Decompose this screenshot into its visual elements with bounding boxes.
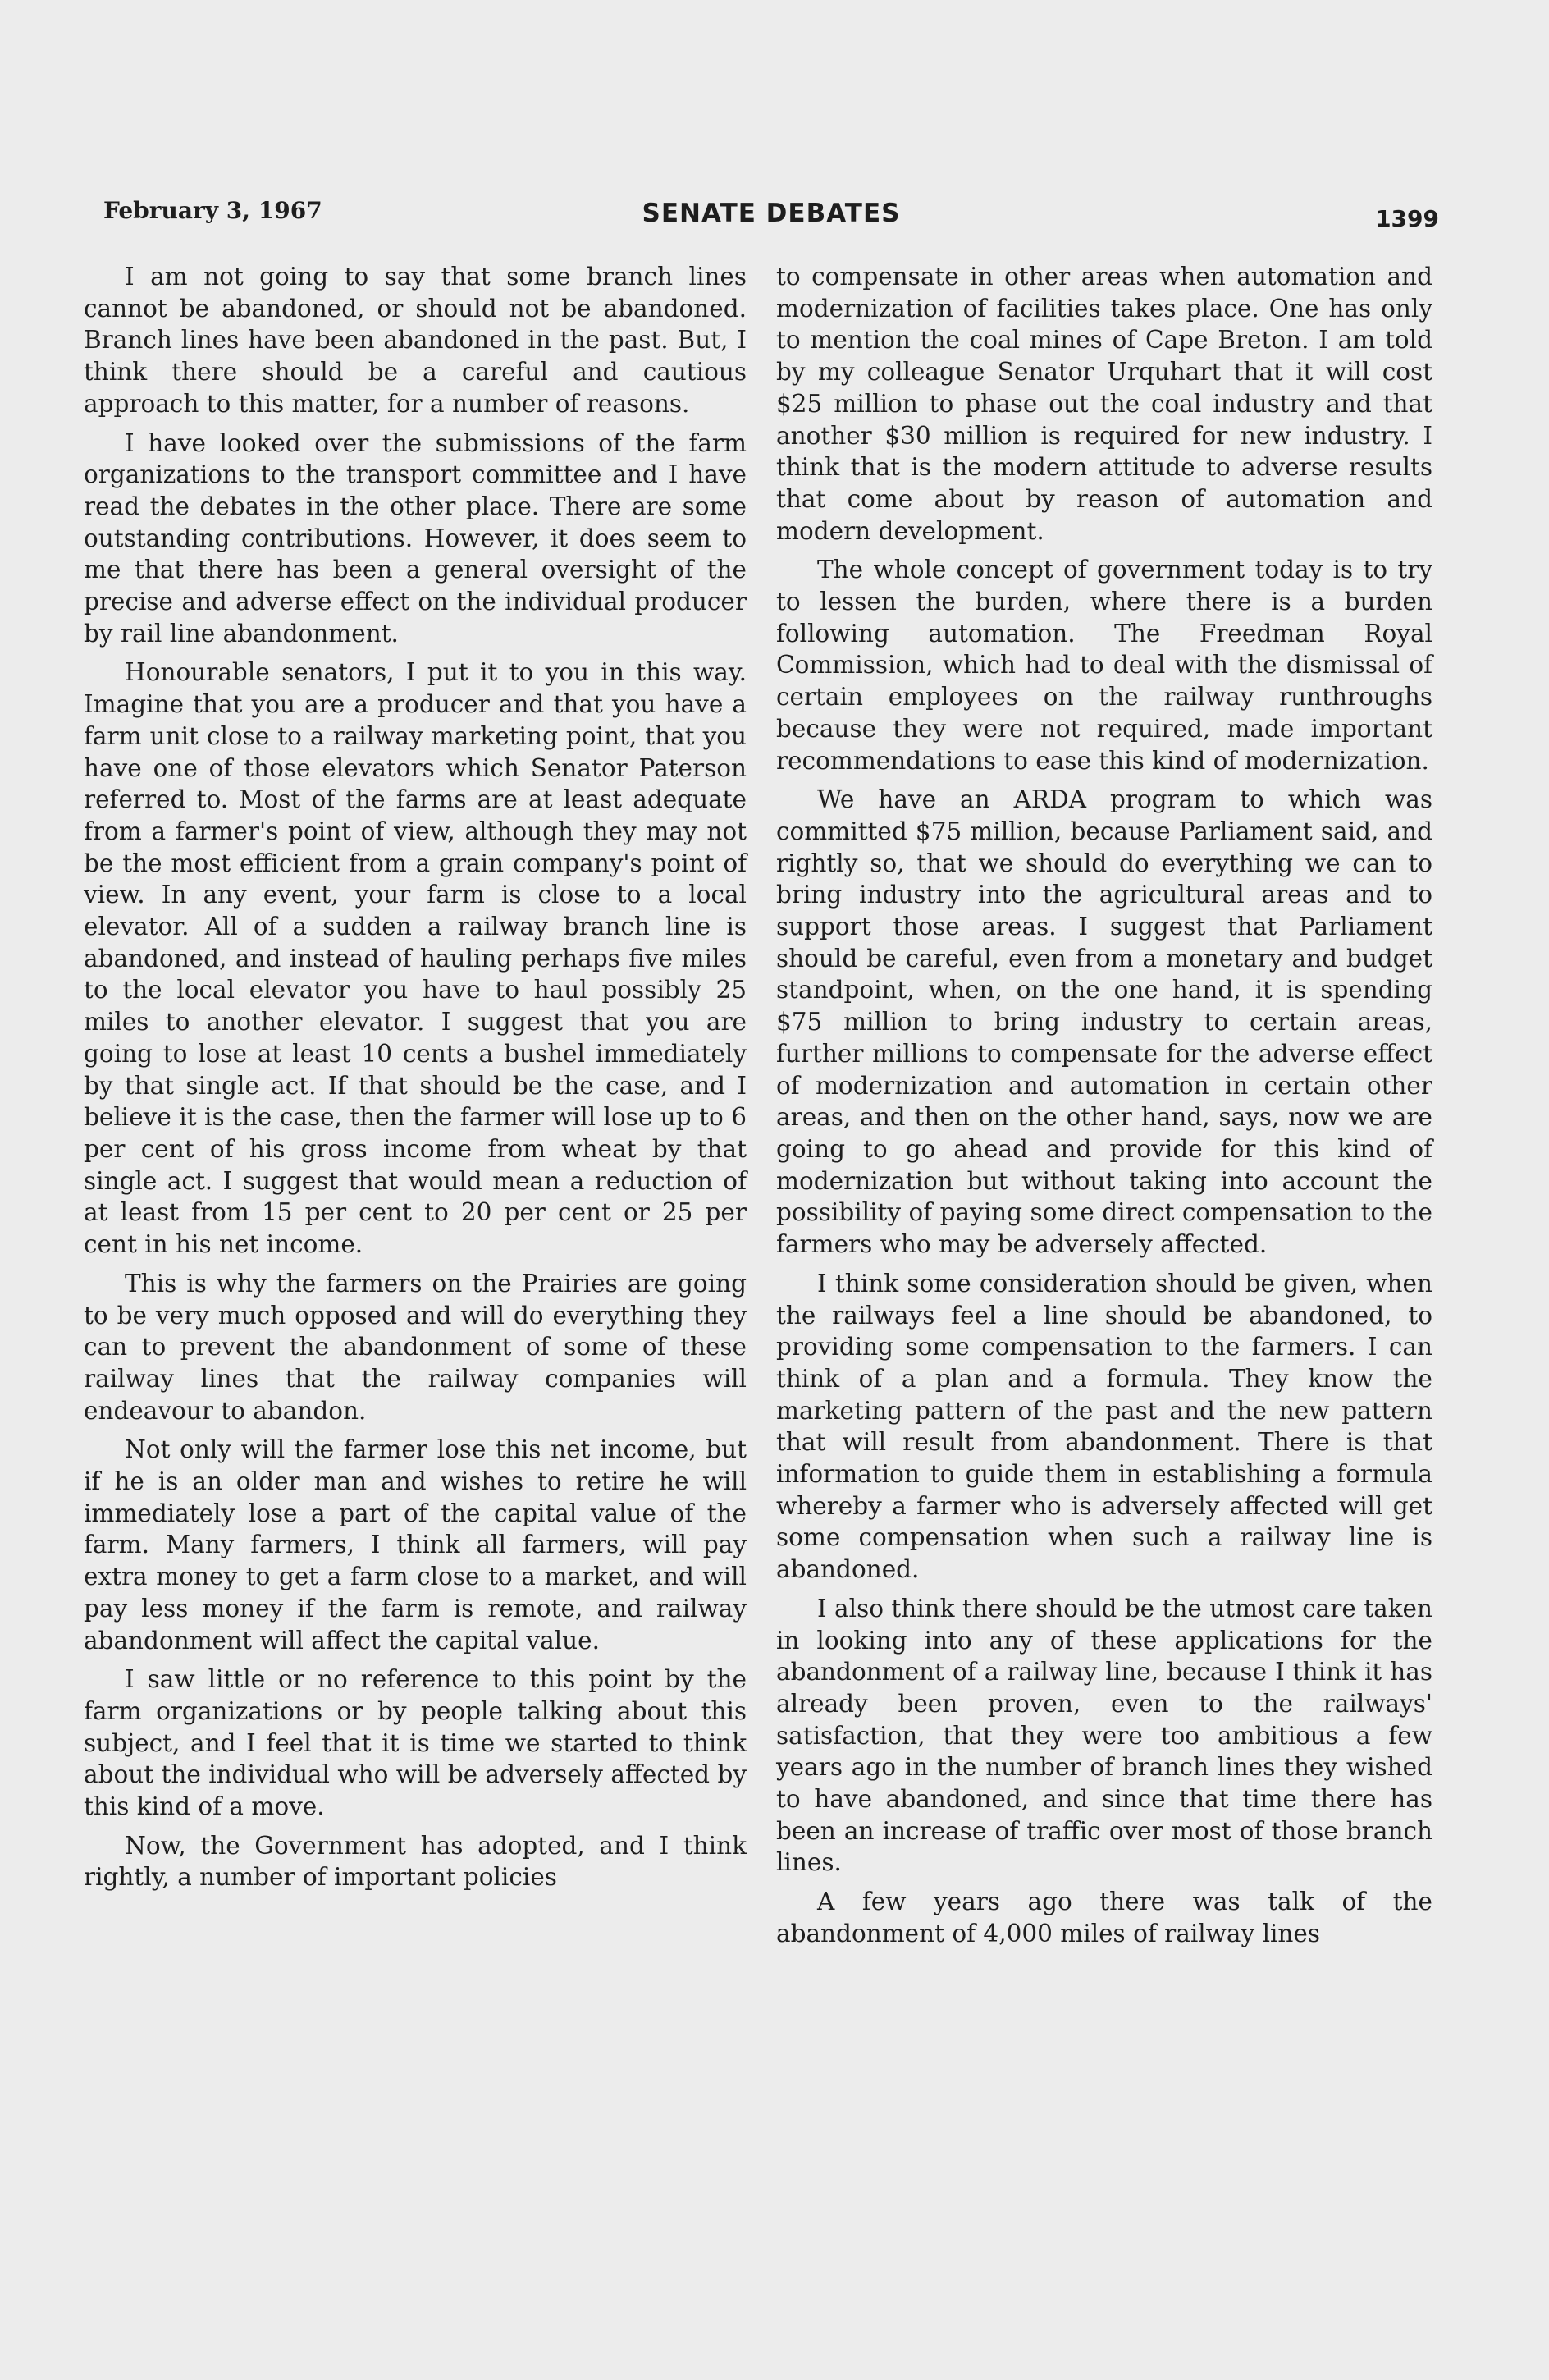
paragraph: I have looked over the submissions of the farm organizations to the transport committee and I have read the debates in the other place. There are some outstanding contributions. However, it does seem to me that there has been a general oversight of the precise and adverse effect on the individual producer by rail line abandonment. [84, 428, 747, 648]
paragraph: Honourable senators, I put it to you in this way. Imagine that you are a producer and that you have a farm unit close to a railway marketing point, that you have one of those elevators which Senator Paterson referred to. Most of the farms are at least adequate from a farmer's point of view, although they may not be the most efficient from a grain company's point of view. In any event, your farm is close to a local elevator. All of a sudden a railway branch line is abandoned, and instead of hauling perhaps five miles to the local elevator you have to haul possibly 25 miles to another elevator. I suggest that you are going to lose at least 10 cents a bushel immediately by that single act. If that should be the case, and I believe it is the case, then the farmer will lose up to 6 per cent of his gross income from wheat by that single act. I suggest that would mean a reduction of at least from 15 per cent to 20 per cent or 25 per cent in his net income. [84, 658, 747, 1259]
header-title: SENATE DEBATES [642, 199, 901, 228]
paragraph: A few years ago there was talk of the abandonment of 4,000 miles of railway lines [776, 1888, 1432, 1947]
paragraph: Now, the Government has adopted, and I think rightly, a number of important policies [84, 1831, 747, 1892]
paragraph-continued: to compensate in other areas when automation and modernization of facilities takes place. One has only to mention the coal mines of Cape Breton. I am told by my colleague Senator Urquhart that it will cost $25 million to phase out the coal industry and that another $30 million is required for new industry. I think that is the modern attitude to adverse results that come about by reason of automation and modern development. [776, 263, 1432, 545]
header-date: February 3, 1967 [103, 197, 322, 224]
page-header [98, 194, 1444, 243]
left-column [84, 261, 747, 1901]
paragraph: I saw little or no reference to this point by the farm organizations or by people talking about this subject, and I feel that it is time we started to think about the individual who will be adversely affected by this kind of a move. [84, 1665, 747, 1821]
paragraph: The whole concept of government today is to try to lessen the burden, where there is a burden following automation. The Freedman Royal Commission, which had to deal with the dismissal of certain employees on the railway runthroughs because they were not required, made important recommendations to ease this kind of modernization. [776, 556, 1432, 775]
page-number: 1399 [1375, 205, 1439, 232]
paragraph: Not only will the farmer lose this net income, but if he is an older man and wishes to retire he will immediately lose a part of the capital value of the farm. Many farmers, I think all farmers, will pay extra money to get a farm close to a market, and will pay less money if the farm is remote, and railway abandonment will affect the capital value. [84, 1435, 747, 1655]
paragraph: I think some consideration should be given, when the railways feel a line should be abandoned, to providing some compensation to the farmers. I can think of a plan and a formula. They know the marketing pattern of the past and the new pattern that will result from abandonment. There is that information to guide them in establishing a formula whereby a farmer who is adversely affected will get some compensation when such a railway line is abandoned. [776, 1269, 1432, 1584]
paragraph: We have an ARDA program to which was committed $75 million, because Parliament said, and rightly so, that we should do everything we can to bring industry into the agricultural areas and to support those areas. I suggest that Parliament should be careful, even from a monetary and budget standpoint, when, on the one hand, it is spending $75 million to bring industry to certain areas, further millions to compensate for the adverse effect of modernization and automation in certain other areas, and then on the other hand, says, now we are going to go ahead and provide for this kind of modernization but without taking into account the possibility of paying some direct compensation to the farmers who may be adversely affected. [776, 785, 1432, 1259]
paragraph: This is why the farmers on the Prairies are going to be very much opposed and will do everything they can to prevent the abandonment of some of these railway lines that the railway companies will endeavour to abandon. [84, 1269, 747, 1425]
paragraph: I also think there should be the utmost care taken in looking into any of these applications for the abandonment of a railway line, because I think it has already been proven, even to the railways' satisfaction, that they were too ambitious a few years ago in the number of branch lines they wished to have abandoned, and since that time there has been an increase of traffic over most of those branch lines. [776, 1594, 1432, 1877]
paragraph: I am not going to say that some branch lines cannot be abandoned, or should not be abandoned. Branch lines have been abandoned in the past. But, I think there should be a careful and cautious approach to this matter, for a number of reasons. [84, 263, 747, 418]
right-column [776, 261, 1432, 1957]
